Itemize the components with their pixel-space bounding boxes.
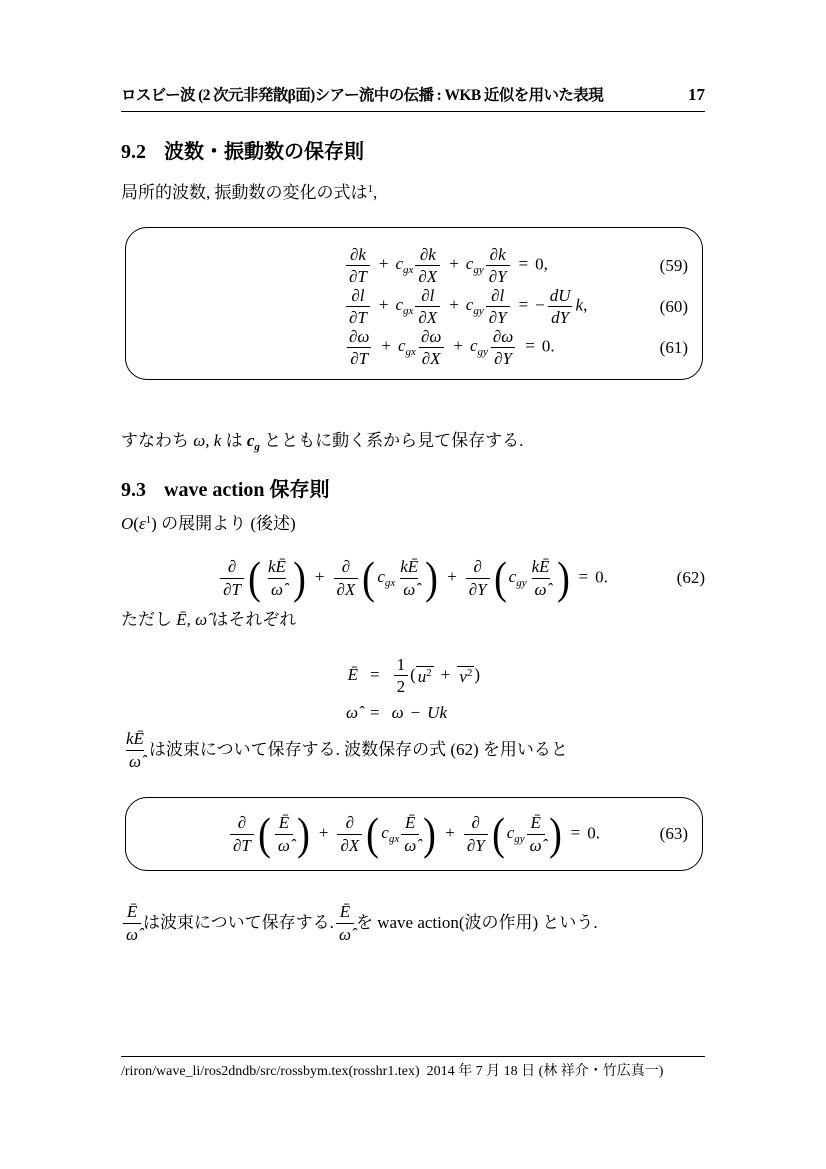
subscript: gx (384, 576, 396, 589)
big-paren: ( (258, 808, 271, 859)
math-italic-text: ∂ (341, 557, 351, 577)
math-italic-text: ∂k (489, 244, 506, 264)
denominator (337, 834, 362, 855)
fraction (123, 902, 141, 943)
fraction (394, 655, 409, 696)
denominator (415, 306, 440, 327)
operator: + (378, 254, 389, 274)
math-roman-text: 0. (541, 336, 555, 356)
equation-box-wave-action (125, 797, 703, 871)
big-paren: ) (556, 552, 570, 603)
denominator (466, 578, 490, 599)
numerator (397, 557, 421, 577)
fraction (275, 813, 293, 854)
paragraph-wave-action-definition (121, 896, 598, 950)
operator: + (378, 295, 389, 315)
math-italic-text: ω̂ (277, 835, 290, 855)
denominator (220, 578, 244, 599)
big-paren: ( (248, 552, 261, 603)
equation-rhs (392, 702, 447, 724)
equation-number: (61) (659, 337, 688, 357)
math-italic-text: kĒ (267, 557, 286, 577)
math-italic-text: u (417, 666, 427, 686)
fraction (220, 557, 244, 598)
subscripted-symbol (395, 254, 414, 277)
math-italic-text: ∂Y (468, 579, 487, 599)
section-title: wave action 保存則 (164, 479, 330, 501)
math-italic-text: ω̂ (534, 579, 547, 599)
math-italic-text: dY (551, 308, 570, 327)
text-run: は波束について保存する. (143, 912, 334, 932)
math-italic-text: ∂X (421, 349, 441, 368)
numerator (123, 729, 147, 749)
overline-group (416, 666, 434, 686)
math-italic-text: ε (138, 514, 146, 533)
numerator (488, 286, 507, 306)
math-italic-text: ∂X (418, 308, 438, 327)
operator: + (318, 822, 329, 842)
fraction (490, 327, 516, 368)
math-italic-text: ∂ω (420, 326, 442, 346)
section-number: 9.3 (121, 479, 146, 501)
section-number: 9.2 (121, 141, 146, 163)
equation-62 (121, 550, 705, 606)
numerator (418, 327, 444, 347)
equation-63-math (228, 808, 600, 859)
fraction (346, 286, 370, 327)
numerator (343, 813, 357, 833)
math-italic-text: ∂X (340, 835, 360, 855)
operator: + (449, 254, 459, 274)
denominator (230, 834, 254, 855)
numerator (348, 286, 367, 306)
math-roman-text: − (535, 295, 545, 315)
fraction (397, 557, 421, 598)
footer-rule (121, 1056, 705, 1057)
denominator (336, 923, 354, 944)
text-run: はそれぞれ (207, 610, 297, 629)
math-italic-text: ∂T (349, 308, 367, 327)
math-italic-text: ω, k (193, 431, 222, 450)
math-italic-text: kĒ (400, 557, 419, 577)
numerator (469, 813, 483, 833)
operator: = (525, 336, 535, 356)
big-paren: ( (491, 808, 505, 859)
math-italic-text: kĒ (126, 729, 144, 749)
numerator (529, 557, 553, 577)
math-italic-text: ω̂ (529, 835, 542, 855)
numerator (490, 327, 516, 347)
math-italic-text: ∂Y (494, 349, 512, 368)
equation-box-wavenumber-conservation (125, 227, 703, 380)
math-italic-text: ω̂ (128, 751, 141, 771)
equation-61 (126, 327, 702, 368)
fraction (337, 813, 362, 854)
equation-60 (126, 286, 702, 327)
big-paren: ( (493, 552, 507, 603)
math-italic-text: ω̂ (404, 835, 417, 855)
math-italic-text: ∂k (419, 244, 436, 264)
denominator (275, 834, 293, 855)
subscript: gy (516, 576, 527, 589)
section-heading-9-2 (121, 139, 364, 165)
base: c (377, 566, 385, 586)
math-italic-text: ∂ (227, 557, 237, 577)
base: c (469, 336, 478, 356)
fraction (486, 245, 510, 286)
operator: + (449, 295, 459, 315)
subscripted-symbol (506, 822, 525, 845)
numerator (265, 557, 289, 577)
denominator (346, 265, 370, 286)
operator: + (314, 566, 325, 586)
base: c (465, 254, 474, 274)
equation-number: (63) (659, 823, 688, 843)
subscripted-symbol (377, 566, 396, 589)
math-roman-text: 0. (595, 566, 608, 586)
math-roman-text: , (186, 610, 196, 629)
subscripted-symbol (381, 822, 400, 845)
paragraph-conserved-moving-frame (121, 430, 523, 454)
fraction (336, 902, 354, 943)
big-paren: ( (362, 552, 376, 603)
math-italic-text: ω (391, 703, 404, 723)
math-italic-text: Ē (176, 610, 187, 629)
math-italic-text: kĒ (531, 557, 550, 577)
operator: = (578, 566, 589, 586)
fraction (418, 327, 444, 368)
denominator (347, 347, 371, 368)
math-italic-text: O (121, 514, 134, 533)
big-paren: ) (297, 808, 310, 859)
math-italic-text: ω̂ (403, 579, 416, 599)
fraction (415, 245, 440, 286)
page-header (121, 84, 705, 106)
denominator (491, 347, 515, 368)
math-italic-text: k (575, 295, 584, 315)
math-italic-text: ∂X (336, 579, 356, 599)
math-italic-text: ∂k (349, 244, 366, 264)
math-italic-text: Ē (278, 813, 290, 833)
superscript: 2 (426, 666, 432, 679)
fraction (529, 557, 553, 598)
numerator (487, 245, 509, 265)
math-italic-text: ω̂ (345, 703, 358, 723)
math-italic-text: ∂T (223, 579, 241, 599)
base: c (381, 822, 389, 842)
equation-lhs (346, 702, 358, 724)
math-roman-text: 2 (396, 677, 406, 697)
equation-61-math (344, 327, 555, 368)
equation-number: (60) (659, 296, 688, 316)
subscript: gy (473, 305, 484, 318)
math-italic-text: ∂ (471, 813, 480, 833)
base: c (395, 254, 403, 274)
text-run: 局所的波数, 振動数の変化の式は (121, 183, 368, 202)
operator: + (447, 566, 457, 586)
base: c (465, 295, 474, 315)
math-roman-text: 1 (396, 655, 406, 674)
text-run: を wave action(波の作用) という. (355, 912, 598, 932)
superscript: 1 (367, 183, 373, 195)
denominator (400, 578, 418, 599)
subscript: gx (403, 305, 414, 318)
equation-lhs (348, 664, 358, 686)
numerator (225, 557, 239, 577)
equation-rhs (392, 655, 480, 696)
relation: = (369, 703, 380, 723)
base: c (398, 336, 406, 356)
numerator (346, 327, 372, 347)
math-italic-text: ∂Y (488, 267, 507, 286)
denominator (394, 675, 409, 696)
math-italic-text: ∂l (421, 285, 435, 305)
operator: + (453, 336, 463, 356)
math-italic-text: Ē (339, 902, 351, 922)
big-paren: ) (423, 808, 437, 859)
math-italic-text: ∂T (350, 349, 369, 368)
denominator (548, 306, 572, 327)
math-italic-text: ∂T (349, 267, 367, 286)
equation-definitions (121, 655, 705, 724)
math-italic-text: ∂l (491, 285, 505, 305)
math-italic-text: Uk (427, 703, 447, 723)
math-italic-text: ω̂ (195, 610, 208, 629)
text-run: とともに動く系から見て保存する. (259, 431, 524, 450)
math-italic-text: ω̂ (126, 924, 139, 944)
operator: = (518, 295, 529, 315)
base: c (506, 822, 515, 842)
relation: = (369, 665, 380, 685)
math-roman-text: ( (133, 514, 139, 533)
fraction (486, 286, 510, 327)
denominator (464, 834, 488, 855)
numerator (471, 557, 485, 577)
math-italic-text: ∂T (233, 835, 251, 855)
paragraph-expansion-order (121, 513, 296, 535)
numerator (394, 655, 409, 675)
math-italic-text: ∂ (237, 813, 247, 833)
fraction (346, 245, 370, 286)
numerator (337, 902, 353, 922)
math-italic-text: ∂ω (492, 326, 514, 346)
equation-number: (59) (659, 255, 688, 275)
equation-59 (126, 245, 702, 286)
subscript: g (254, 441, 260, 453)
denominator (532, 578, 550, 599)
math-italic-text: Ē (405, 813, 416, 833)
numerator (547, 286, 574, 306)
math-italic-text: ∂ (473, 557, 482, 577)
math-italic-text: ∂Y (466, 835, 485, 855)
fraction (230, 813, 254, 854)
operator: = (518, 254, 529, 274)
overline-group (457, 666, 474, 686)
denominator (486, 265, 510, 286)
fraction (346, 327, 372, 368)
math-roman-text: , (583, 295, 588, 315)
math-roman-text: ) (151, 514, 157, 533)
fraction (466, 557, 490, 598)
base: c (246, 431, 255, 450)
math-italic-text: dU (549, 285, 571, 305)
subscript: gx (405, 346, 416, 359)
big-paren: ( (366, 808, 380, 859)
subscript: gy (514, 832, 525, 845)
running-title: ロスビー波 (2 次元非発散β面)シアー流中の伝播 : WKB 近似を用いた表現 (121, 87, 604, 104)
math-italic-text: ∂ (345, 813, 355, 833)
denominator (126, 750, 144, 771)
text-run: , (373, 183, 378, 202)
header-rule (121, 111, 705, 112)
paragraph-wave-packet-conservation (121, 726, 568, 774)
fraction (415, 286, 440, 327)
paragraph-definitions-intro (121, 609, 296, 631)
text-run: ただし (121, 610, 177, 629)
subscripted-symbol (465, 295, 484, 318)
denominator (334, 578, 359, 599)
base: c (395, 295, 403, 315)
numerator (402, 813, 418, 833)
operator: − (410, 703, 421, 723)
equation-number: (62) (676, 567, 705, 587)
section-title: 波数・振動数の保存則 (164, 141, 364, 163)
subscripted-symbol (246, 431, 260, 453)
math-italic-text: ∂Y (488, 308, 507, 327)
fraction (123, 729, 147, 770)
superscript: 1 (145, 514, 152, 526)
subscripted-symbol (469, 336, 488, 359)
math-roman-text: 0, (535, 254, 548, 274)
fraction (464, 813, 488, 854)
math-italic-text: v (459, 666, 467, 686)
text-run: は (221, 431, 247, 450)
text-run: の展開より (後述) (156, 514, 296, 533)
big-paren: ) (293, 552, 306, 603)
denominator (401, 834, 419, 855)
subscripted-symbol (395, 295, 414, 318)
denominator (486, 306, 510, 327)
numerator (417, 245, 439, 265)
math-italic-text: Ē (347, 665, 358, 685)
page-number: 17 (688, 85, 705, 104)
math-italic-text: ∂X (418, 267, 438, 286)
denominator (419, 347, 444, 368)
big-paren: ) (425, 552, 439, 603)
subscripted-symbol (508, 566, 527, 589)
numerator (124, 902, 140, 922)
operator: + (440, 665, 451, 685)
equation-60-math (344, 286, 587, 327)
subscript: gx (403, 264, 414, 277)
subscript: gx (388, 832, 400, 845)
fraction (401, 813, 419, 854)
subscripted-symbol (398, 336, 416, 359)
subscript: gy (473, 264, 484, 277)
numerator (347, 245, 369, 265)
operator: + (445, 822, 455, 842)
fraction (265, 557, 289, 598)
numerator (235, 813, 249, 833)
text-run: すなわち (121, 431, 194, 450)
superscript: 2 (466, 666, 473, 679)
math-italic-text: ∂ω (349, 326, 370, 346)
math-roman-text: ( (410, 665, 416, 685)
math-italic-text: Ē (530, 813, 541, 833)
subscript: gy (477, 346, 488, 359)
math-roman-text: ) (474, 665, 481, 685)
math-italic-text: ∂l (351, 285, 365, 305)
base: c (508, 566, 517, 586)
math-italic-text: ω̂ (270, 579, 283, 599)
operator: + (381, 336, 391, 356)
operator: = (570, 822, 581, 842)
subscripted-symbol (465, 254, 484, 277)
numerator (276, 813, 292, 833)
section-heading-9-3 (121, 477, 330, 503)
equation-63 (126, 798, 702, 870)
numerator (527, 813, 543, 833)
footer-text: /riron/wave_li/ros2dndb/src/rossbym.tex(rosshr1.tex) 2014 年 7 月 18 日 (林 祥介・竹広真一) (121, 1064, 664, 1079)
equation-59-math (344, 245, 548, 286)
denominator (123, 923, 141, 944)
denominator (268, 578, 286, 599)
denominator (415, 265, 440, 286)
numerator (418, 286, 437, 306)
math-italic-text: Ē (126, 902, 138, 922)
math-italic-text: ω̂ (338, 924, 351, 944)
numerator (339, 557, 353, 577)
fraction (334, 557, 359, 598)
fraction (527, 813, 545, 854)
denominator (527, 834, 545, 855)
math-roman-text: 0. (587, 822, 600, 842)
equation-62-math (218, 552, 608, 603)
paragraph-local-wavenumber (121, 182, 377, 204)
text-run: は波束について保存する. 波数保存の式 (62) を用いると (148, 739, 568, 759)
fraction (547, 286, 574, 327)
denominator (346, 306, 370, 327)
big-paren: ) (548, 808, 562, 859)
